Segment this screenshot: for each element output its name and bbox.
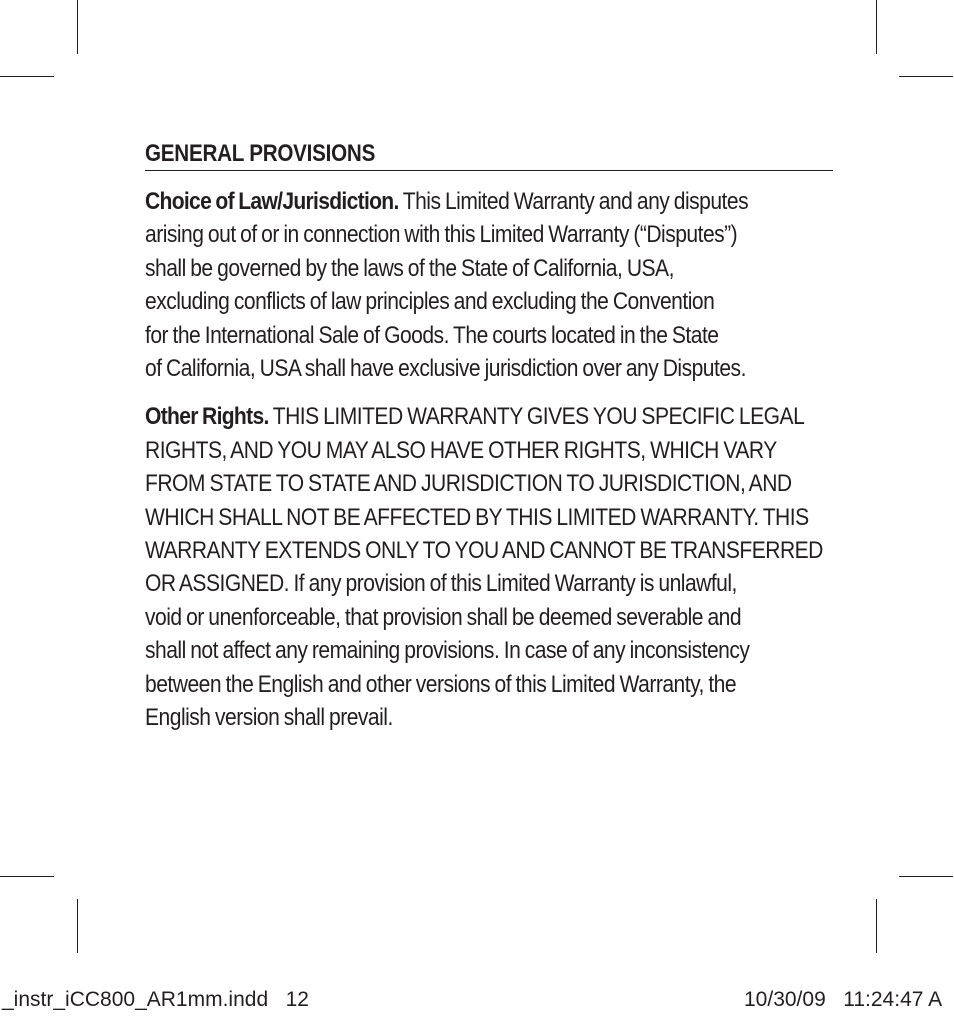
slug-date-time: 10/30/09 11:24:47 A <box>744 988 943 1011</box>
section-title <box>145 140 833 171</box>
crop-mark-top-right-vertical <box>876 0 877 54</box>
paragraph-line: Other Rights. THIS LIMITED WARRANTY GIVES YOU SPECIFIC LEGAL <box>145 403 805 431</box>
paragraph-line: void or unenforceable, that provision shall be deemed severable and <box>145 603 742 631</box>
other-rights-paragraph <box>145 400 833 734</box>
crop-mark-top-left-vertical <box>77 0 78 54</box>
paragraph-line: arising out of or in connection with this Limited Warranty (“Disputes”) <box>145 221 738 249</box>
paragraph-line: between the English and other versions of this Limited Warranty, the <box>145 670 737 698</box>
paragraph-line: for the International Sale of Goods. The courts located in the State <box>145 321 719 349</box>
paragraph-line: WHICH SHALL NOT BE AFFECTED BY THIS LIMITED WARRANTY. THIS <box>145 503 809 531</box>
section-title-text: GENERAL PROVISIONS <box>145 140 376 167</box>
page-content <box>145 140 833 750</box>
crop-mark-bottom-left-vertical <box>77 899 78 953</box>
paragraph-line: of California, USA shall have exclusive jurisdiction over any Disputes. <box>145 355 746 383</box>
paragraph-line: Choice of Law/Jurisdiction. This Limited Warranty and any disputes <box>145 188 749 215</box>
crop-mark-bottom-left-horizontal <box>0 876 54 877</box>
other-rights-heading: Other Rights. <box>145 403 269 431</box>
paragraph-line: FROM STATE TO STATE AND JURISDICTION TO JURISDICTION, AND <box>145 470 792 498</box>
paragraph-line: OR ASSIGNED. If any provision of this Limited Warranty is unlawful, <box>145 570 737 598</box>
paragraph-line: RIGHTS, AND YOU MAY ALSO HAVE OTHER RIGHTS, WHICH VARY <box>145 436 777 464</box>
paragraph-line: shall not affect any remaining provisions. In case of any inconsistency <box>145 637 750 665</box>
paragraph-line: English version shall prevail. <box>145 704 393 732</box>
paragraph-line: excluding conflicts of law principles and excluding the Convention <box>145 288 715 316</box>
crop-mark-top-right-horizontal <box>899 76 953 77</box>
crop-mark-bottom-right-vertical <box>876 899 877 953</box>
crop-mark-bottom-right-horizontal <box>899 876 953 877</box>
choice-of-law-paragraph <box>145 185 833 385</box>
crop-mark-top-left-horizontal <box>0 76 54 77</box>
paragraph-line: WARRANTY EXTENDS ONLY TO YOU AND CANNOT BE TRANSFERRED <box>145 537 823 565</box>
slug-file-info: _instr_iCC800_AR1mm.indd 12 <box>2 988 309 1011</box>
choice-of-law-heading: Choice of Law/Jurisdiction. <box>145 188 399 215</box>
paragraph-line: shall be governed by the laws of the State of California, USA, <box>145 254 674 282</box>
